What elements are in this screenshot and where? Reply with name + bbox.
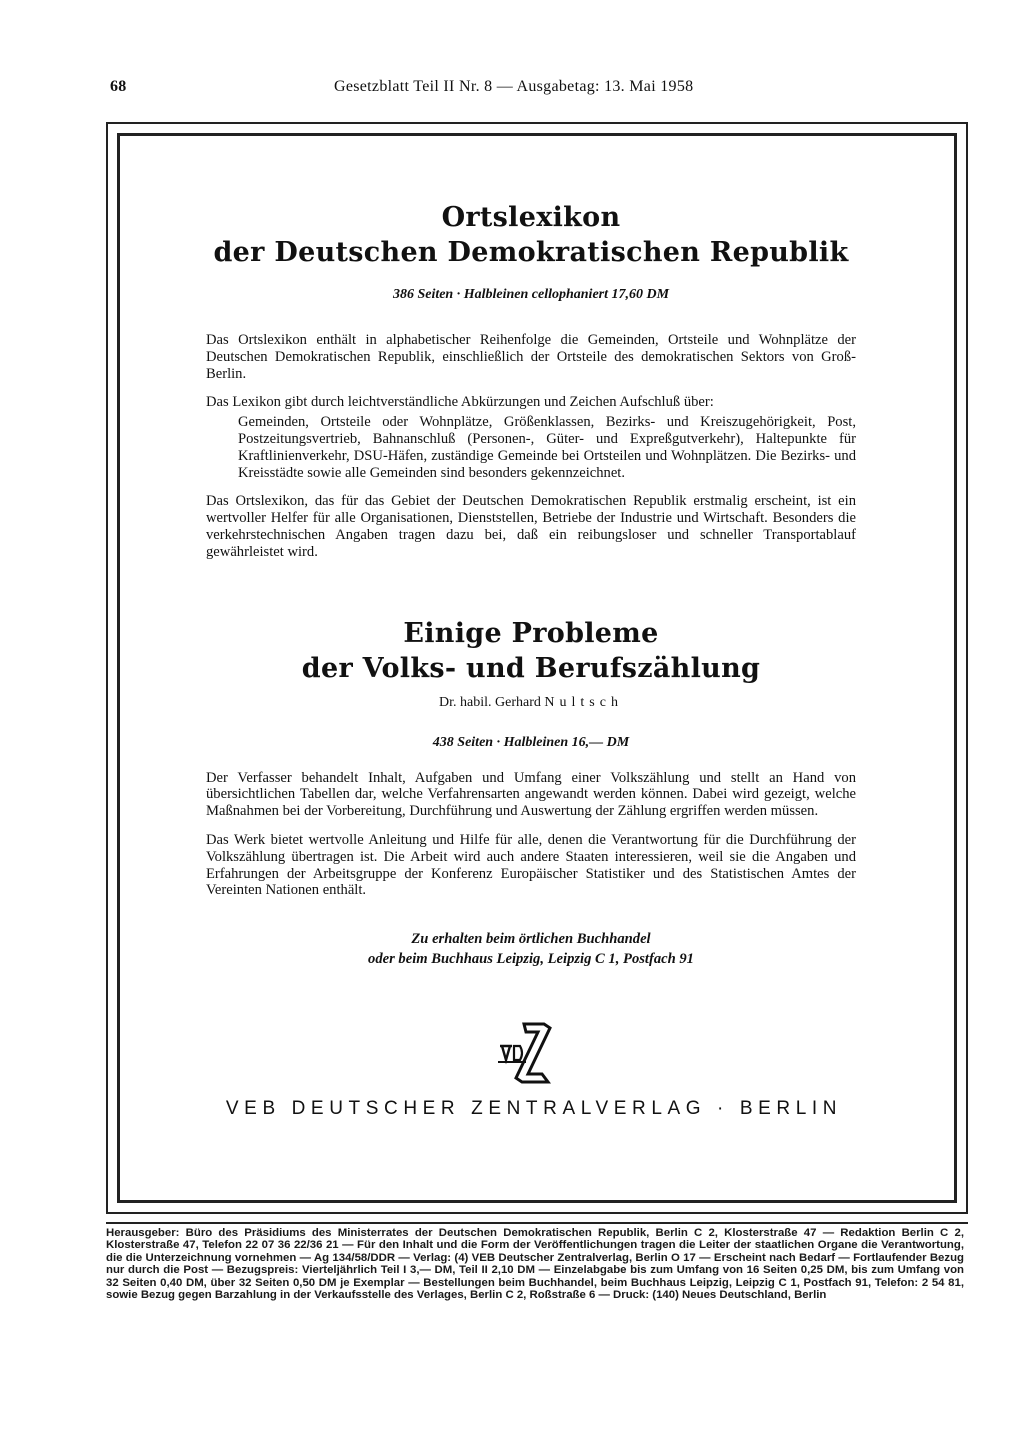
order-info <box>206 929 856 969</box>
ortslexikon-section <box>206 200 856 561</box>
running-head: Gesetzblatt Teil II Nr. 8 — Ausgabetag: 13. Mai 1958 <box>334 78 694 95</box>
imprint-text: Herausgeber: Büro des Präsidiums des Ministerrates der Deutschen Demokratischen Republik, Berlin C 2, Klosterstraße 47 — Redaktion Berlin C 2, Klosterstraße 47, Telefon 22 07 36 22/36 21 — Für den Inhalt und die Form der Veröffentlichungen tragen die Leiter der staatlichen Organe die Verantwortung, die die Unterzeichnung vornehmen — Ag 134/58/DDR — Verlag: (4) VEB Deutscher Zentralverlag, Berlin O 17 — Erscheint nach Bedarf — Fortlaufender Bezug nur durch die Post — Bezugspreis: Vierteljährlich Teil I 3,— DM, Teil II 2,10 DM — Einzelabgabe bis zum Umfang von 16 Seiten 0,25 DM, bis zum Umfang von 32 Seiten 0,40 DM, über 32 Seiten 0,50 DM je Exemplar — Bestellungen beim Buchhandel, beim Buchhaus Leipzig, Leipzig C 1, Postfach 91, Telefon: 2 54 81, sowie Bezug gegen Barzahlung in der Verkaufsstelle des Verlages, Berlin C 2, Roßstraße 6 — Druck: (140) Neues Deutschland, Berlin <box>106 1227 964 1302</box>
publisher-name: VEB DEUTSCHER ZENTRALVERLAG · BERLIN <box>225 1098 843 1119</box>
ortslexikon-title-line1: Ortslexikon <box>441 202 621 233</box>
order-info-line1: Zu erhalten beim örtlichen Buchhandel <box>411 931 651 948</box>
page-number: 68 <box>110 78 127 95</box>
ortslexikon-paragraph-2-list: Gemeinden, Ortsteile oder Wohnplätze, Größenklassen, Bezirks- und Kreiszugehörigkeit, Post, Postzeitungsvertrieb, Bahnanschluß (Personen-, Güter- und Expreßgutverkehr), Haltepunkte für Kraftlinienverkehr, DSU-Häfen, zuständige Gemeinde bei Ortsteilen und Wohnplätzen. Die Bezirks- und Kreisstädte sowie alle Gemeinden sind besonders gekennzeichnet. <box>238 414 856 481</box>
ortslexikon-title-line2: der Deutschen Demokratischen Republik <box>213 237 849 268</box>
ortslexikon-paragraph-1: Das Ortslexikon enthält in alphabetischer Reihenfolge die Gemeinden, Ortsteile und Wohnplätze der Deutschen Demokratischen Republik, einschließlich der Ortsteile des demokratischen Sektors von Groß-Berlin. <box>206 332 856 382</box>
page-header <box>110 78 965 100</box>
ortslexikon-price: 386 Seiten · Halbleinen cellophaniert 17,60 DM <box>392 287 670 302</box>
author-prefix: Dr. habil. Gerhard <box>439 694 541 710</box>
probleme-title-line2: der Volks- und Berufszählung <box>301 652 761 684</box>
probleme-author <box>206 694 856 712</box>
imprint-divider <box>106 1222 968 1224</box>
probleme-paragraph-2: Das Werk bietet wertvolle Anleitung und Hilfe für alle, denen die Verantwortung für die Durchführung der Volkszählung übertragen ist. Die Arbeit wird auch andere Staaten interessieren, weil sie die Angaben und Erfahrungen der Arbeitsgruppe der Konferenz Europäischer Statistiker und des Statistischen Amtes der Vereinten Nationen enthält. <box>206 831 856 899</box>
probleme-title-line1: Einige Probleme <box>403 617 659 649</box>
author-surname: Nultsch <box>544 694 623 710</box>
ortslexikon-paragraph-2-lead: Das Lexikon gibt durch leichtverständliche Abkürzungen und Zeichen Aufschluß über: <box>206 394 714 411</box>
vdz-publisher-logo-icon <box>492 1020 562 1088</box>
probleme-section <box>206 616 856 900</box>
ortslexikon-paragraph-3: Das Ortslexikon, das für das Gebiet der Deutschen Demokratischen Republik erstmalig erscheint, ist ein wertvoller Helfer für alle Organisationen, Dienststellen, Betriebe der Industrie und Wirtschaft. Besonders die verkehrstechnischen Angaben tragen dazu bei, daß ein reibungsloser und schneller Transportablauf gewährleistet wird. <box>206 493 856 560</box>
probleme-paragraph-1: Der Verfasser behandelt Inhalt, Aufgaben und Umfang einer Volkszählung und stellt an Hand von übersichtlichen Tabellen dar, welche Verfahrensarten angewandt werden können. Dabei wird gezeigt, welche Maßnahmen bei der Vorbereitung, Durchführung und Auswertung der Zählung ergriffen werden müssen. <box>206 769 856 820</box>
order-info-line2: oder beim Buchhaus Leipzig, Leipzig C 1, Postfach 91 <box>368 951 694 968</box>
probleme-price: 438 Seiten · Halbleinen 16,— DM <box>432 734 630 750</box>
advertisement-content <box>206 200 856 969</box>
